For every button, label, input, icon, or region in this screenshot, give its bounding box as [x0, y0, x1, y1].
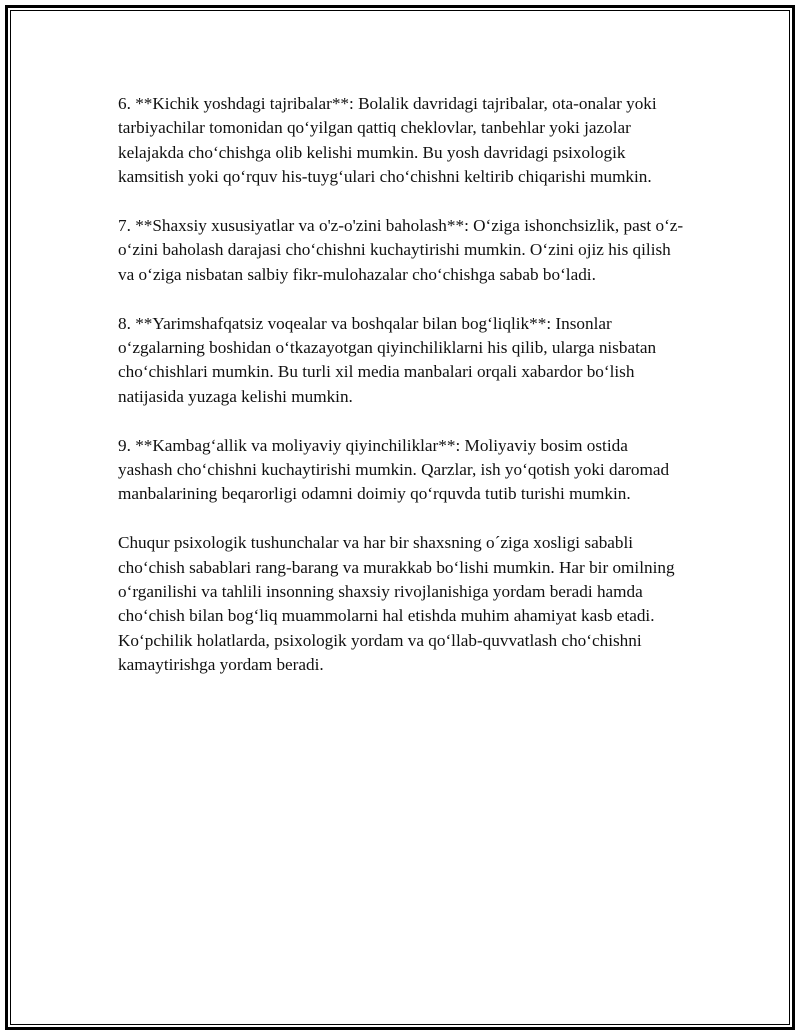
paragraph-item-9: 9. **Kambag‘allik va moliyaviy qiyinchiliklar**: Moliyaviy bosim ostida yashash cho‘chishni kuchaytirishi mumkin. Qarzlar, ish yo‘qotish yoki daromad manbalarining beqarorligi odamni doimiy qo‘rquvda tutib turishi mumkin.: [118, 435, 670, 504]
paragraph-conclusion: Chuqur psixologik tushunchalar va har bir shaxsning o´ziga xosligi sababli cho‘chish sabablari rang-barang va murakkab bo‘lishi mumkin. Har bir omilning o‘rganilishi va tahlili insonning shaxsiy rivojlanishiga yordam beradi hamda cho‘chish bilan bog‘liq muammolarni hal etishda muhim ahamiyat kasb etadi. Ko‘pchilik holatlarda, psixologik yordam va qo‘llab-quvvatlash cho‘chishni kamaytirishga yordam beradi.: [118, 533, 675, 675]
document-body: [118, 92, 686, 702]
paragraph-item-8: 8. **Yarimshafqatsiz voqealar va boshqalar bilan bog‘liqlik**: Insonlar o‘zgalarning boshidan o‘tkazayotgan qiyinchiliklarni his qilib, ularga nisbatan cho‘chishlari mumkin. Bu turli xil media manbalari orqali xabardor bo‘lish natijasida yuzaga kelishi mumkin.: [118, 313, 657, 406]
paragraph-item-6: 6. **Kichik yoshdagi tajribalar**: Bolalik davridagi tajribalar, ota-onalar yoki tarbiyachilar tomonidan qo‘yilgan qattiq cheklovlar, tanbehlar yoki jazolar kelajakda cho‘chishga olib kelishi mumkin. Bu yosh davridagi psixologik kamsitish yoki qo‘rquv his-tuyg‘ulari cho‘chishni keltirib chiqarishi mumkin.: [118, 94, 657, 187]
paragraph-item-7: 7. **Shaxsiy xususiyatlar va o'z-o'zini baholash**: O‘ziga ishonchsizlik, past o‘z-o‘zini baholash darajasi cho‘chishni kuchaytirishi mumkin. O‘zini ojiz his qilish va o‘ziga nisbatan salbiy fikr-mulohazalar cho‘chishga sabab bo‘ladi.: [118, 216, 684, 284]
